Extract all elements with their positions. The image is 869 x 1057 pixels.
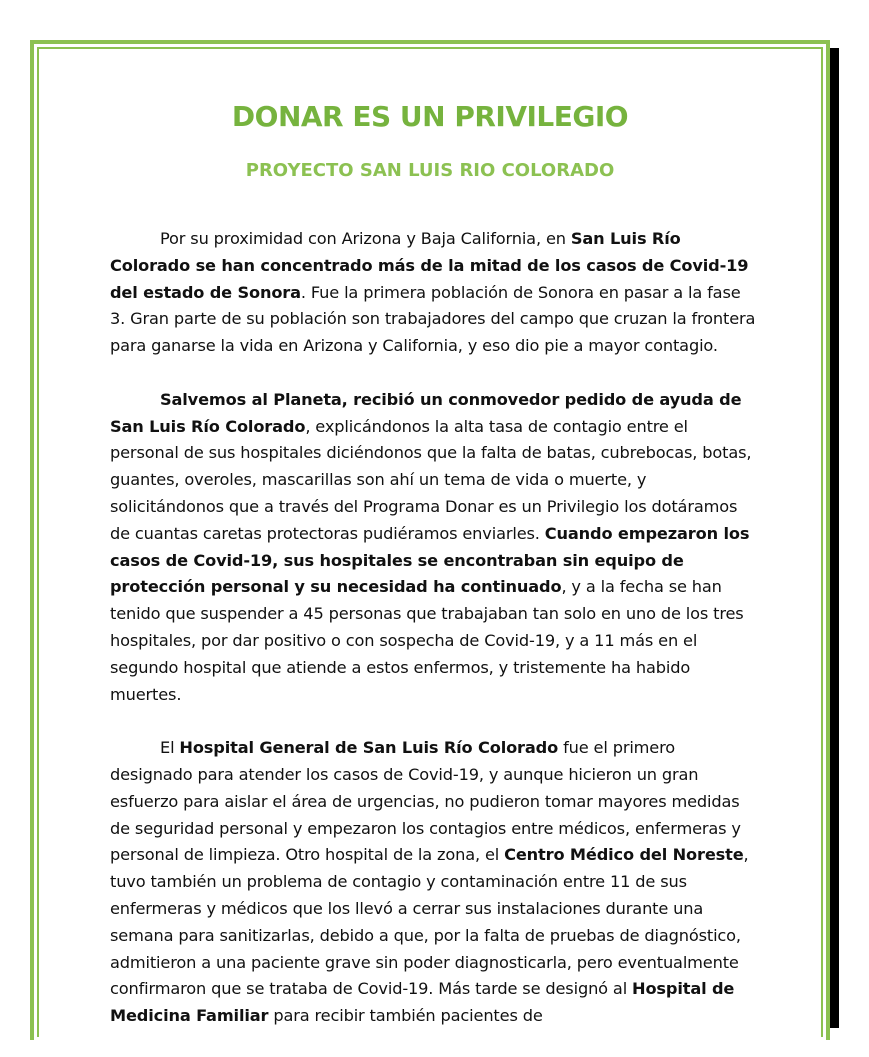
p2-bold-a: Salvemos al Planeta, recibió un conmovedor pedido de ayuda de San Luis Río Colorado bbox=[110, 389, 742, 436]
paragraph-2 bbox=[110, 387, 760, 709]
p3-bold-c: Hospital de Medicina Familiar bbox=[110, 979, 735, 1026]
p3-bold-b: Centro Médico del Noreste bbox=[504, 845, 744, 865]
p3-text-c: , tuvo también un problema de contagio y contaminación entre 11 de sus enfermeras y médicos que los llevó a cerrar sus instalaciones durante una semana para sanitizarlas, debido a que, por la falta de pruebas de diagnóstico, admitieron a una paciente grave sin poder diagnosticarla, pero eventualmente confirmaron que se trataba de Covid-19. Más tarde se designó al bbox=[110, 845, 749, 999]
document-subtitle: PROYECTO SAN LUIS RIO COLORADO bbox=[245, 160, 615, 181]
paragraph-1 bbox=[110, 226, 760, 360]
p1-bold-a: San Luis Río Colorado se han concentrado más de la mitad de los casos de Covid-19 del estado de Sonora bbox=[110, 229, 749, 302]
document-title: DONAR ES UN PRIVILEGIO bbox=[231, 100, 629, 133]
p1-text-a: Por su proximidad con Arizona y Baja California, en bbox=[160, 229, 571, 248]
p2-bold-b: Cuando empezaron los casos de Covid-19, sus hospitales se encontraban sin equipo de protección personal y su necesidad ha continuado bbox=[110, 523, 750, 597]
p2-text-a: , explicándonos la alta tasa de contagio entre el personal de sus hospitales diciéndonos que la falta de batas, cubrebocas, botas, guantes, overoles, mascarillas son ahí un tema de vida o muerte, y solicitándonos que a través del Programa Donar es un Privilegio los dotáramos de cuantas caretas protectoras pudiéramos enviarles. bbox=[110, 416, 752, 543]
p3-text-d: para recibir también pacientes de bbox=[268, 1006, 543, 1026]
paragraph-3 bbox=[110, 735, 760, 1030]
p3-bold-a: Hospital General de San Luis Río Colorado bbox=[179, 738, 559, 758]
document-body bbox=[110, 226, 760, 1057]
p3-text-a: El bbox=[160, 738, 180, 758]
p2-text-b: , y a la fecha se han tenido que suspender a 45 personas que trabajaban tan solo en uno de los tres hospitales, por dar positivo o con sospecha de Covid-19, y a 11 más en el segundo hospital que atiende a estos enfermos, y tristemente ha habido muertes. bbox=[110, 577, 744, 704]
p1-text-b: . Fue la primera población de Sonora en pasar a la fase 3. Gran parte de su población son trabajadores del campo que cruzan la frontera para ganarse la vida en Arizona y California, y eso dio pie a mayor contagio. bbox=[110, 282, 756, 356]
p3-text-b: fue el primero designado para atender los casos de Covid-19, y aunque hicieron un gran esfuerzo para aislar el área de urgencias, no pudieron tomar mayores medidas de seguridad personal y empezaron los contagios entre médicos, enfermeras y personal de limpieza. Otro hospital de la zona, el bbox=[110, 738, 741, 865]
page-shadow bbox=[830, 48, 839, 1028]
